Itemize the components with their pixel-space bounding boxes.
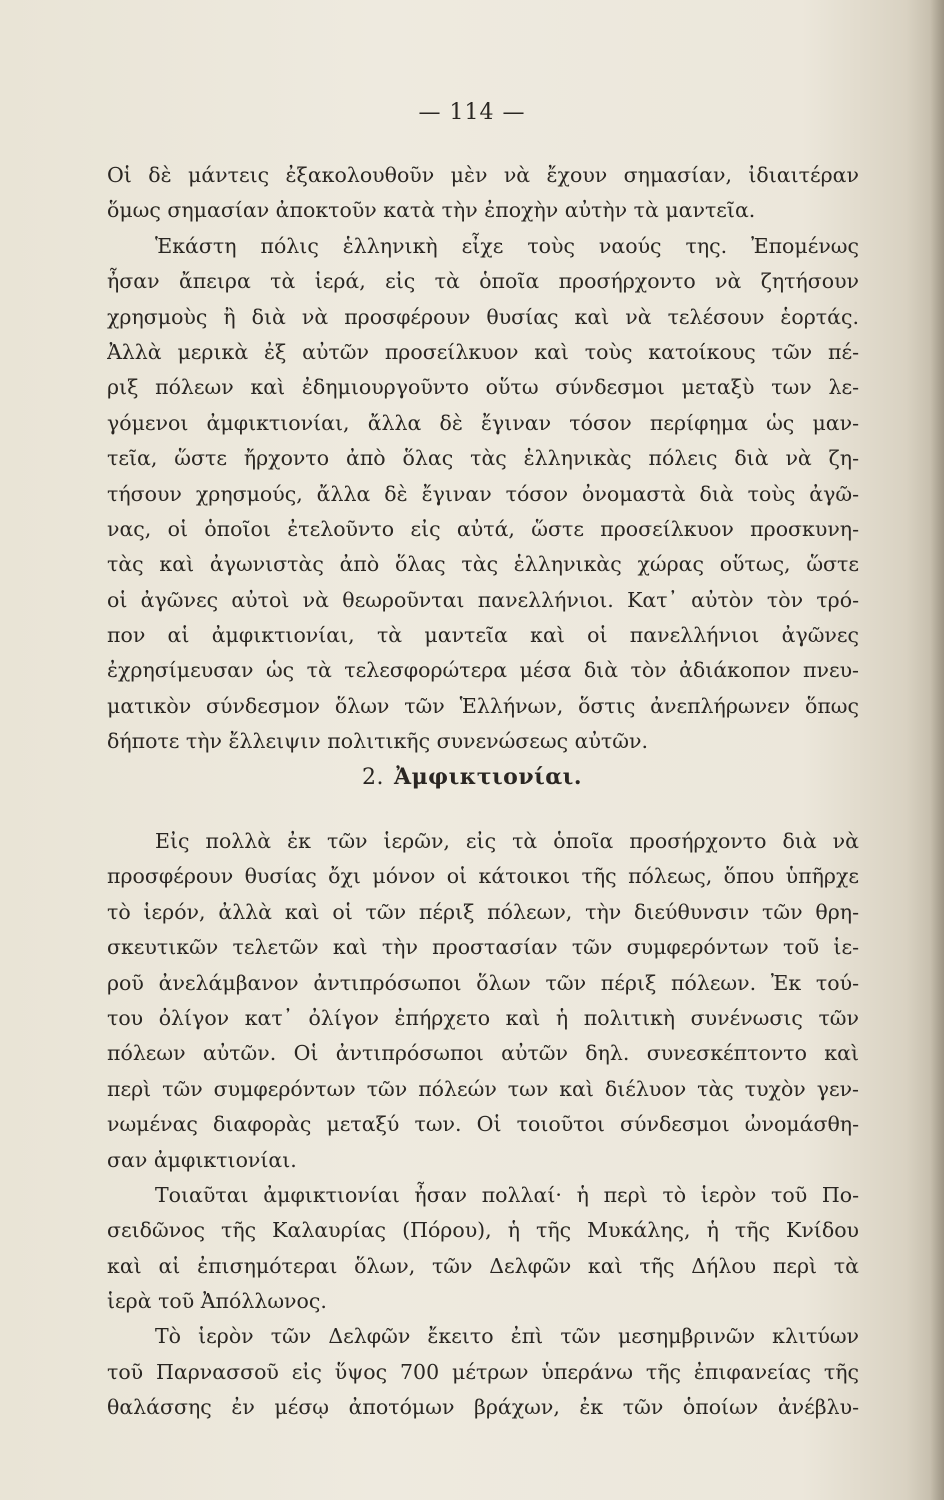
text-line: περὶ τῶν συμφερόντων τῶν πόλεών των καὶ διέλυον τὰς τυχὸν γεν- bbox=[107, 1076, 859, 1101]
text-line: γόμενοι ἀμφικτιονίαι, ἄλλα δὲ ἔγιναν τόσον περίφημα ὡς μαν- bbox=[107, 410, 859, 435]
text-line: καὶ αἱ ἐπισημότεραι ὅλων, τῶν Δελφῶν καὶ τῆς Δήλου περὶ τὰ bbox=[107, 1253, 859, 1278]
text-line: του ὀλίγον κατ᾿ ὀλίγον ἐπήρχετο καὶ ἡ πολιτικὴ συνένωσις τῶν bbox=[107, 1005, 859, 1030]
text-line: οἱ ἀγῶνες αὐτοὶ νὰ θεωροῦνται πανελλήνιοι. Κατ᾿ αὐτὸν τὸν τρό- bbox=[107, 587, 859, 612]
text-line: ροῦ ἀνελάμβανον ἀντιπρόσωποι ὅλων τῶν πέριξ πόλεων. Ἐκ τού- bbox=[107, 970, 859, 995]
text-line: χρησμοὺς ἢ διὰ νὰ προσφέρουν θυσίας καὶ νὰ τελέσουν ἑορτάς. bbox=[107, 304, 859, 329]
text-line: σκευτικῶν τελετῶν καὶ τὴν προστασίαν τῶν συμφερόντων τοῦ ἱε- bbox=[107, 935, 859, 960]
text-line: πον αἱ ἀμφικτιονίαι, τὰ μαντεῖα καὶ οἱ πανελλήνιοι ἀγῶνες bbox=[107, 623, 859, 648]
text-line: νωμένας διαφορὰς μεταξύ των. Οἱ τοιοῦτοι σύνδεσμοι ὠνομάσθη- bbox=[107, 1112, 859, 1137]
text-line: Ἀλλὰ μερικὰ ἐξ αὐτῶν προσείλκυον καὶ τοὺς κατοίκους τῶν πέ- bbox=[107, 339, 859, 364]
text-line: Τοιαῦται ἀμφικτιονίαι ἦσαν πολλαί· ἡ περὶ τὸ ἱερὸν τοῦ Πο- bbox=[155, 1182, 859, 1207]
page-number: — 114 — bbox=[418, 100, 526, 125]
text-line: ἱερὰ τοῦ Ἀπόλλωνος. bbox=[107, 1289, 327, 1314]
text-line: σαν ἀμφικτιονίαι. bbox=[107, 1147, 297, 1172]
text-line: τὸ ἱερόν, ἀλλὰ καὶ οἱ τῶν πέριξ πόλεων, τὴν διεύθυνσιν τῶν θρη- bbox=[107, 899, 859, 924]
text-line: τεῖα, ὥστε ἤρχοντο ἀπὸ ὅλας τὰς ἑλληνικὰς πόλεις διὰ νὰ ζη- bbox=[107, 446, 859, 471]
text-block-amphictyonies bbox=[107, 824, 859, 1426]
section-heading bbox=[0, 764, 944, 790]
text-block-introduction bbox=[107, 158, 859, 760]
text-line: τήσουν χρησμούς, ἄλλα δὲ ἔγιναν τόσον ὀνομαστὰ διὰ τοὺς ἀγῶ- bbox=[107, 481, 859, 506]
section-number: 2. bbox=[362, 765, 384, 790]
text-line: ἦσαν ἄπειρα τὰ ἱερά, εἰς τὰ ὁποῖα προσήρχοντο νὰ ζητήσουν bbox=[107, 269, 859, 294]
text-line: τοῦ Παρνασσοῦ εἰς ὕψος 700 μέτρων ὑπεράνω τῆς ἐπιφανείας τῆς bbox=[107, 1359, 859, 1384]
text-line: Τὸ ἱερὸν τῶν Δελφῶν ἔκειτο ἐπὶ τῶν μεσημβρινῶν κλιτύων bbox=[155, 1324, 859, 1349]
text-line: σειδῶνος τῆς Καλαυρίας (Πόρου), ἡ τῆς Μυκάλης, ἡ τῆς Κνίδου bbox=[107, 1218, 859, 1243]
text-line: Οἱ δὲ μάντεις ἐξακολουθοῦν μὲν νὰ ἔχουν σημασίαν, ἰδιαιτέραν bbox=[107, 163, 859, 187]
text-line: ματικὸν σύνδεσμον ὅλων τῶν Ἑλλήνων, ὅστις ἀνεπλήρωνεν ὅπως bbox=[107, 693, 859, 718]
text-line: Εἰς πολλὰ ἐκ τῶν ἱερῶν, εἰς τὰ ὁποῖα προσήρχοντο διὰ νὰ bbox=[155, 829, 859, 853]
text-line: ὅμως σημασίαν ἀποκτοῦν κατὰ τὴν ἐποχὴν αὐτὴν τὰ μαντεῖα. bbox=[107, 198, 756, 223]
text-line: πόλεων αὐτῶν. Οἱ ἀντιπρόσωποι αὐτῶν δηλ. συνεσκέπτοντο καὶ bbox=[107, 1041, 859, 1066]
text-line: νας, οἱ ὁποῖοι ἐτελοῦντο εἰς αὐτά, ὥστε προσείλκυον προσκυνη- bbox=[107, 516, 859, 541]
text-line: Ἑκάστη πόλις ἑλληνικὴ εἶχε τοὺς ναούς της. Ἐπομένως bbox=[155, 233, 859, 258]
text-line: προσφέρουν θυσίας ὄχι μόνον οἱ κάτοικοι τῆς πόλεως, ὅπου ὑπῆρχε bbox=[107, 864, 859, 889]
section-title: Ἀμφικτιονίαι. bbox=[394, 764, 582, 790]
text-line: ριξ πόλεων καὶ ἐδημιουργοῦντο οὕτω σύνδεσμοι μεταξὺ των λε- bbox=[107, 375, 859, 400]
text-line: ἐχρησίμευσαν ὡς τὰ τελεσφορώτερα μέσα διὰ τὸν ἀδιάκοπον πνευ- bbox=[107, 658, 859, 683]
page-edge-shadow bbox=[930, 0, 944, 1500]
text-line: θαλάσσης ἐν μέσῳ ἀποτόμων βράχων, ἐκ τῶν ὁποίων ἀνέβλυ- bbox=[107, 1395, 859, 1420]
text-line: δήποτε τὴν ἔλλειψιν πολιτικῆς συνενώσεως αὐτῶν. bbox=[107, 729, 648, 754]
text-line: τὰς καὶ ἀγωνιστὰς ἀπὸ ὅλας τὰς ἑλληνικὰς χώρας οὕτως, ὥστε bbox=[107, 552, 859, 577]
